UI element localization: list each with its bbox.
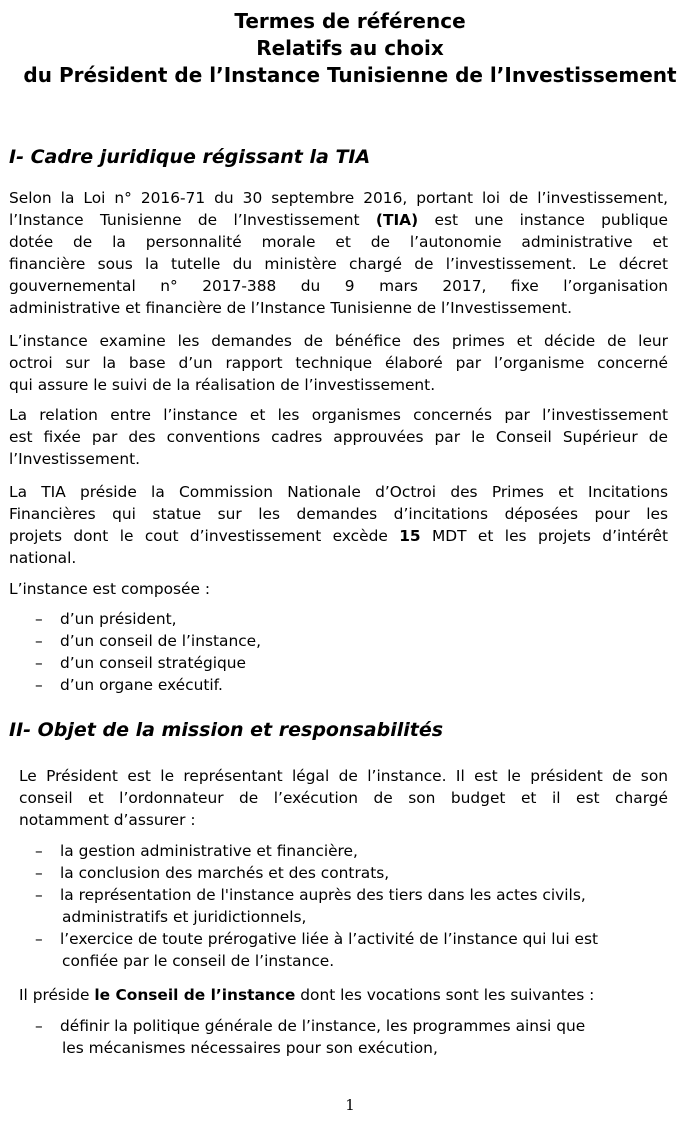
item-text-continued: les mécanismes nécessaires pour son exécution,: [62, 1039, 438, 1057]
dash-bullet: –: [35, 610, 43, 628]
dash-bullet: –: [35, 654, 43, 672]
threshold-value: 15: [399, 527, 421, 545]
item-text: la conclusion des marchés et des contrats,: [60, 864, 390, 882]
line: qui assure le suivi de la réalisation de l’investissement.: [9, 376, 436, 394]
line: national.: [9, 549, 77, 567]
list-item: [35, 862, 668, 884]
item-text: d’un conseil stratégique: [60, 654, 246, 672]
line: conseil et l’ordonnateur de l’exécution de son budget et il est chargé: [19, 789, 668, 807]
line: financière sous la tutelle du ministère chargé de l’investissement. Le décret: [9, 255, 668, 273]
section-1-paragraph-4: [9, 481, 668, 569]
title-line-1: Termes de référence: [234, 9, 466, 33]
dash-bullet: –: [35, 842, 43, 860]
item-text-continued: administratifs et juridictionnels,: [62, 908, 307, 926]
council-missions-list: [35, 1015, 668, 1059]
item-text: d’un président,: [60, 610, 177, 628]
title-line-2: Relatifs au choix: [256, 36, 444, 60]
item-text-continued: confiée par le conseil de l’instance.: [62, 952, 335, 970]
item-text: définir la politique générale de l’instance, les programmes ainsi que: [60, 1017, 586, 1035]
text: Il préside: [19, 986, 95, 1004]
line: est fixée par des conventions cadres approuvées par le Conseil Supérieur de: [9, 428, 668, 446]
dash-bullet: –: [35, 886, 43, 904]
responsibilities-list: [35, 840, 668, 972]
list-item: [35, 674, 261, 696]
section-1-heading: I- Cadre juridique régissant la TIA: [9, 146, 371, 168]
dash-bullet: –: [35, 864, 43, 882]
item-text: la représentation de l'instance auprès des tiers dans les actes civils,: [60, 886, 586, 904]
section-1-paragraph-1: [9, 187, 668, 319]
dash-bullet: –: [35, 632, 43, 650]
dash-bullet: –: [35, 676, 43, 694]
line: La TIA préside la Commission Nationale d’Octroi des Primes et Incitations: [9, 483, 668, 501]
line: gouvernemental n° 2017-388 du 9 mars 2017, fixe l’organisation: [9, 277, 668, 295]
line: La relation entre l’instance et les organismes concernés par l’investissement: [9, 406, 668, 424]
line: administrative et financière de l’Instance Tunisienne de l’Investissement.: [9, 299, 572, 317]
line: Selon la Loi n° 2016-71 du 30 septembre 2016, portant loi de l’investissement,: [9, 189, 668, 207]
item-text: l’exercice de toute prérogative liée à l’activité de l’instance qui lui est: [60, 930, 599, 948]
document-title: [0, 8, 700, 89]
line: Le Président est le représentant légal de l’instance. Il est le président de son: [19, 767, 668, 785]
section-2-paragraph-2: [19, 984, 594, 1006]
text: projets dont le cout d’investissement excède: [9, 527, 400, 545]
list-item: [35, 928, 668, 972]
line: notamment d’assurer :: [19, 811, 196, 829]
item-text: d’un organe exécutif.: [60, 676, 223, 694]
text: l’Instance Tunisienne de l’Investissement: [9, 211, 376, 229]
line: dotée de la personnalité morale et de l’autonomie administrative et: [9, 233, 668, 251]
line: l’Investissement.: [9, 450, 141, 468]
item-text: d’un conseil de l’instance,: [60, 632, 262, 650]
list-item: [35, 652, 261, 674]
page-number: 1: [345, 1096, 355, 1114]
list-item: [35, 840, 668, 862]
council-name: le Conseil de l’instance: [94, 986, 296, 1004]
line: [9, 525, 668, 547]
item-text: la gestion administrative et financière,: [60, 842, 358, 860]
dash-bullet: –: [35, 1017, 43, 1035]
line: L’instance examine les demandes de bénéfice des primes et décide de leur: [9, 332, 668, 350]
dash-bullet: –: [35, 930, 43, 948]
tia-acronym: (TIA): [375, 211, 419, 229]
section-1-paragraph-5: L’instance est composée :: [9, 580, 211, 598]
section-1-paragraph-2: [9, 330, 668, 396]
line: octroi sur la base d’un rapport technique élaboré par l’organisme concerné: [9, 354, 668, 372]
title-line-3: du Président de l’Instance Tunisienne de l’Investissement: [23, 63, 677, 87]
section-2-heading: II- Objet de la mission et responsabilités: [9, 719, 444, 741]
text: MDT et les projets d’intérêt: [420, 527, 668, 545]
text: est une instance publique: [418, 211, 669, 229]
line: [9, 209, 668, 231]
section-2-paragraph-1: [19, 765, 668, 831]
section-1-paragraph-3: [9, 404, 668, 470]
list-item: [35, 884, 668, 928]
list-item: [35, 630, 261, 652]
text: dont les vocations sont les suivantes :: [295, 986, 595, 1004]
line: Financières qui statue sur les demandes d’incitations déposées pour les: [9, 505, 668, 523]
composition-list: [35, 608, 261, 696]
list-item: [35, 608, 261, 630]
list-item: [35, 1015, 668, 1059]
